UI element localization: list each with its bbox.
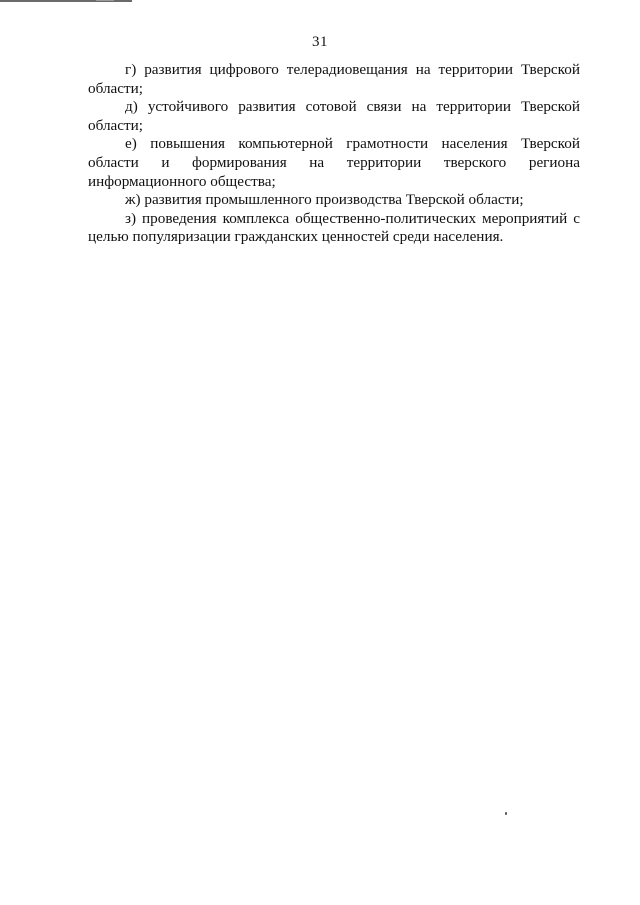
scan-speck xyxy=(505,812,507,815)
scan-edge-mark xyxy=(96,0,114,1)
list-item-d: д) устойчивого развития сотовой связи на территории Тверской области; xyxy=(88,98,580,134)
list-item-e: е) повышения компьютерной грамотности населения Тверской области и формирования на территории тверского региона информационного общества; xyxy=(88,135,580,190)
list-item-z: з) проведения комплекса общественно-политических мероприятий с целью популяризации гражданских ценностей среди населения. xyxy=(88,209,580,246)
page-number: 31 xyxy=(312,34,328,50)
list-item-zh: ж) развития промышленного производства Тверской области; xyxy=(125,191,524,209)
list-item-g: г) развития цифрового телерадиовещания на территории Тверской области; xyxy=(88,61,580,97)
document-body xyxy=(88,61,580,247)
